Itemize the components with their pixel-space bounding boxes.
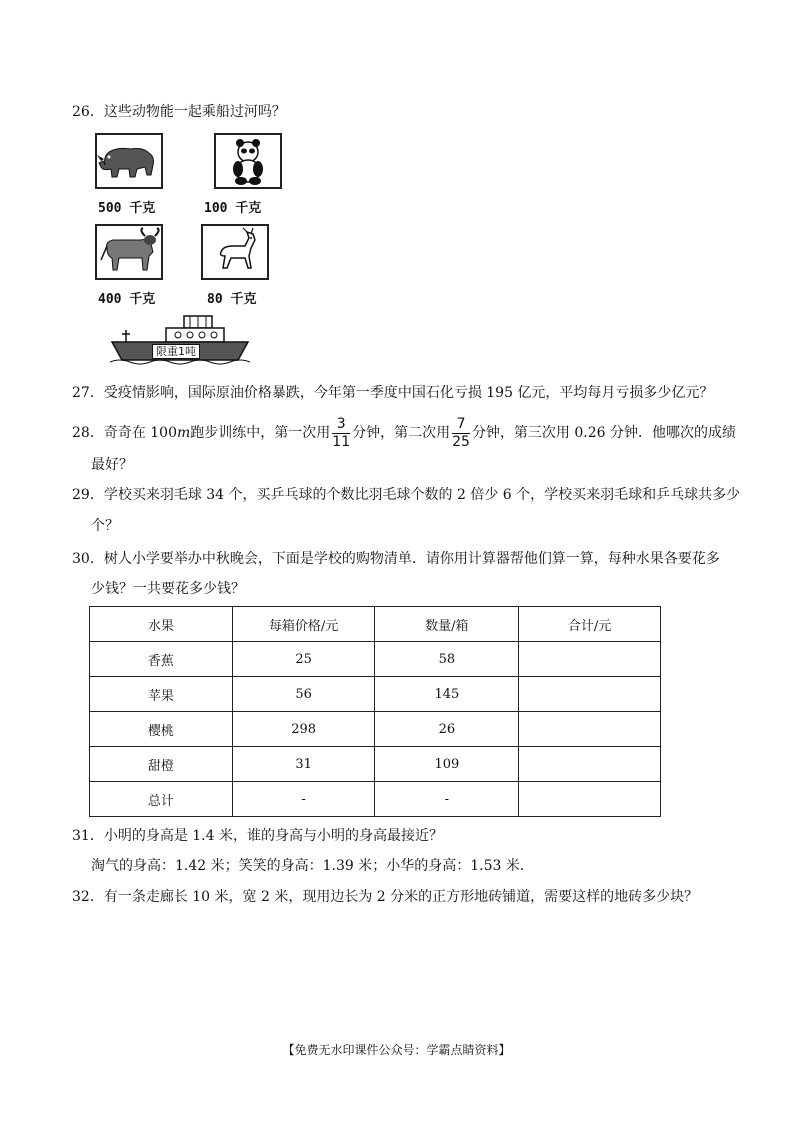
question-30-line-2: 少钱？一共要花多少钱？ (91, 581, 245, 597)
header-quantity: 数量/箱 (375, 607, 519, 642)
question-26: 26．这些动物能一起乘船过河吗？ (72, 104, 286, 120)
boat-icon (110, 312, 250, 368)
table-row (90, 642, 661, 677)
buffalo-weight: 400 千克 (98, 292, 156, 307)
table-cell (519, 782, 661, 817)
q28-unit: m (177, 425, 191, 441)
header-fruit: 水果 (90, 607, 233, 642)
deer-icon (203, 226, 267, 278)
fraction-7-25 (452, 416, 470, 451)
buffalo-picture (95, 224, 163, 280)
frac1-denominator: 11 (332, 433, 351, 450)
table-row (90, 782, 661, 817)
header-total: 合计/元 (519, 607, 661, 642)
page-footer: 【免费无水印课件公众号：学霸点睛资料】 (282, 1043, 511, 1057)
table-cell: 298 (232, 712, 375, 747)
q28-text-3: 分钟，第三次用 0.26 分钟．他哪次的成绩 (471, 425, 737, 441)
table-cell (519, 712, 661, 747)
question-28-line-2: 最好？ (91, 457, 133, 473)
frac1-numerator: 3 (332, 416, 350, 434)
table-cell: 樱桃 (90, 712, 233, 747)
table-row (90, 677, 661, 712)
question-27: 27．受疫情影响，国际原油价格暴跌，今年第一季度中国石化亏损 195 亿元，平均每月亏损多少亿元？ (72, 385, 714, 401)
deer-picture (201, 224, 269, 280)
table-cell: 145 (375, 677, 519, 712)
table-cell (519, 642, 661, 677)
question-28 (72, 413, 736, 453)
table-cell (519, 677, 661, 712)
question-31: 31．小明的身高是 1.4 米，谁的身高与小明的身高最接近？ (72, 828, 443, 844)
rhino-icon (97, 135, 161, 187)
table-cell (519, 747, 661, 782)
frac2-denominator: 25 (452, 433, 470, 450)
table-cell: 苹果 (90, 677, 233, 712)
table-cell: - (375, 782, 519, 817)
question-31-line-2: 淘气的身高：1.42 米；笑笑的身高：1.39 米；小华的身高：1.53 米． (91, 858, 534, 874)
question-32: 32．有一条走廊长 10 米，宽 2 米，现用边长为 2 分米的正方形地砖铺道，需要这样的地砖多少块？ (72, 889, 699, 905)
table-row (90, 712, 661, 747)
q28-text-1: 跑步训练中，第一次用 (190, 425, 331, 441)
table-cell: 26 (375, 712, 519, 747)
rhino-picture (95, 133, 163, 189)
question-29: 29．学校买来羽毛球 34 个，买乒乓球的个数比羽毛球个数的 2 倍少 6 个，学校买来羽毛球和乒乓球共多少 (72, 487, 741, 503)
table-cell: - (232, 782, 375, 817)
q28-prefix: 28．奇奇在 100 (72, 425, 177, 441)
q28-text-2: 分钟，第二次用 (352, 425, 451, 441)
table-header-row (90, 607, 661, 642)
fraction-3-11 (332, 416, 350, 451)
shopping-table (89, 606, 661, 817)
question-30: 30．树人小学要举办中秋晚会，下面是学校的购物清单．请你用计算器帮他们算一算，每种水果各要花多 (72, 551, 720, 567)
table-cell: 109 (375, 747, 519, 782)
question-29-line-2: 个？ (91, 518, 119, 534)
rhino-weight: 500 千克 (98, 201, 156, 216)
header-price: 每箱价格/元 (232, 607, 375, 642)
panda-weight: 100 千克 (204, 201, 262, 216)
panda-icon (216, 135, 280, 187)
table-cell: 25 (232, 642, 375, 677)
table-cell: 56 (232, 677, 375, 712)
table-row (90, 747, 661, 782)
frac2-numerator: 7 (452, 416, 470, 434)
boat-limit-label: 限重1吨 (152, 344, 200, 359)
table-cell: 香蕉 (90, 642, 233, 677)
table-cell: 总计 (90, 782, 233, 817)
deer-weight: 80 千克 (207, 292, 257, 307)
panda-picture (214, 133, 282, 189)
table-cell: 58 (375, 642, 519, 677)
buffalo-icon (97, 226, 161, 278)
boat-picture (110, 312, 250, 368)
table-cell: 31 (232, 747, 375, 782)
table-cell: 甜橙 (90, 747, 233, 782)
